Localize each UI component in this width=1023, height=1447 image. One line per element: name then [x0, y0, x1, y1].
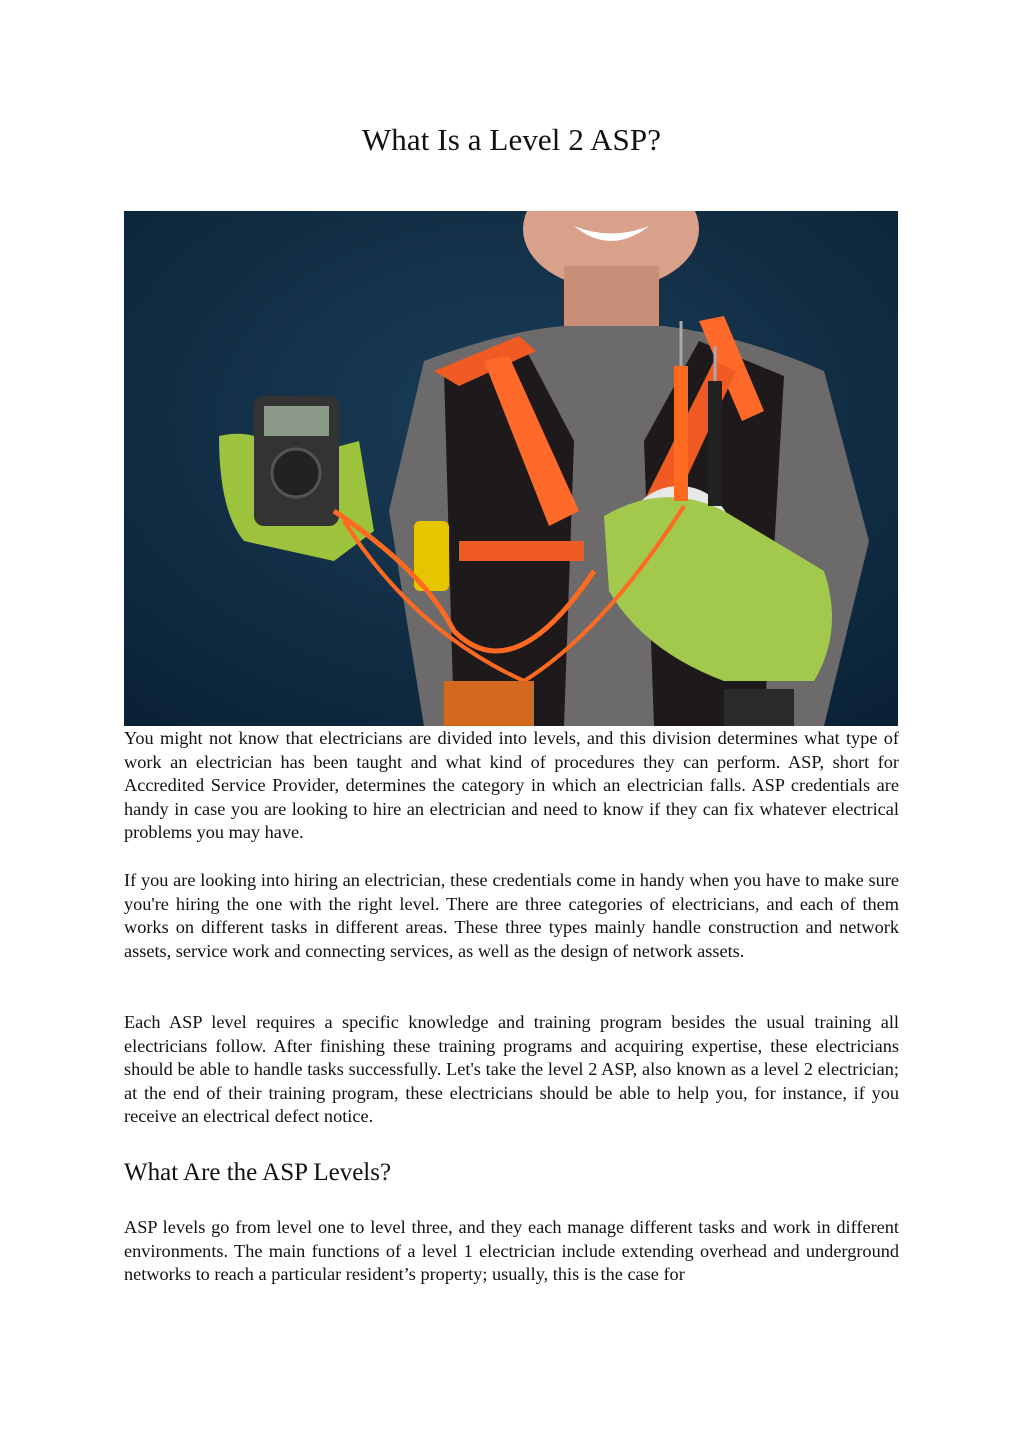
- document-title: What Is a Level 2 ASP?: [361, 122, 662, 157]
- section-heading: What Are the ASP Levels?: [124, 1159, 392, 1186]
- training-paragraph: Each ASP level requires a specific knowledge and training program besides the usual training all electricians follow. After finishing these training programs and acquiring expertise, these electricians should be able to handle tasks successfully. Let's take the level 2 ASP, also known as a level 2 electrician; at the end of their training program, these electricians should be able to help you, for instance, if you receive an electrical defect notice.: [124, 1012, 899, 1127]
- intro-paragraph: You might not know that electricians are divided into levels, and this division determines what type of work an electrician has been taught and what kind of procedures they can perform. ASP, short for Accredited Service Provider, determines the category in which an electrician falls. ASP credentials are handy in case you are looking to hire an electrician and need to know if they can fix whatever electrical problems you may have.: [124, 728, 899, 843]
- asp-levels-paragraph: ASP levels go from level one to level three, and they each manage different tasks and work in different environments. The main functions of a level 1 electrician include extending overhead and underground networks to reach a particular resident’s property; usually, this is the case for: [124, 1217, 899, 1285]
- electrician-holding-multimeter-image: [124, 211, 898, 726]
- credentials-paragraph: If you are looking into hiring an electrician, these credentials come in handy when you have to make sure you're hiring the one with the right level. There are three categories of electricians, and each of them works on different tasks in different areas. These three types mainly handle construction and network assets, service work and connecting services, as well as the design of network assets.: [124, 870, 899, 961]
- electrician-photo: [124, 211, 898, 726]
